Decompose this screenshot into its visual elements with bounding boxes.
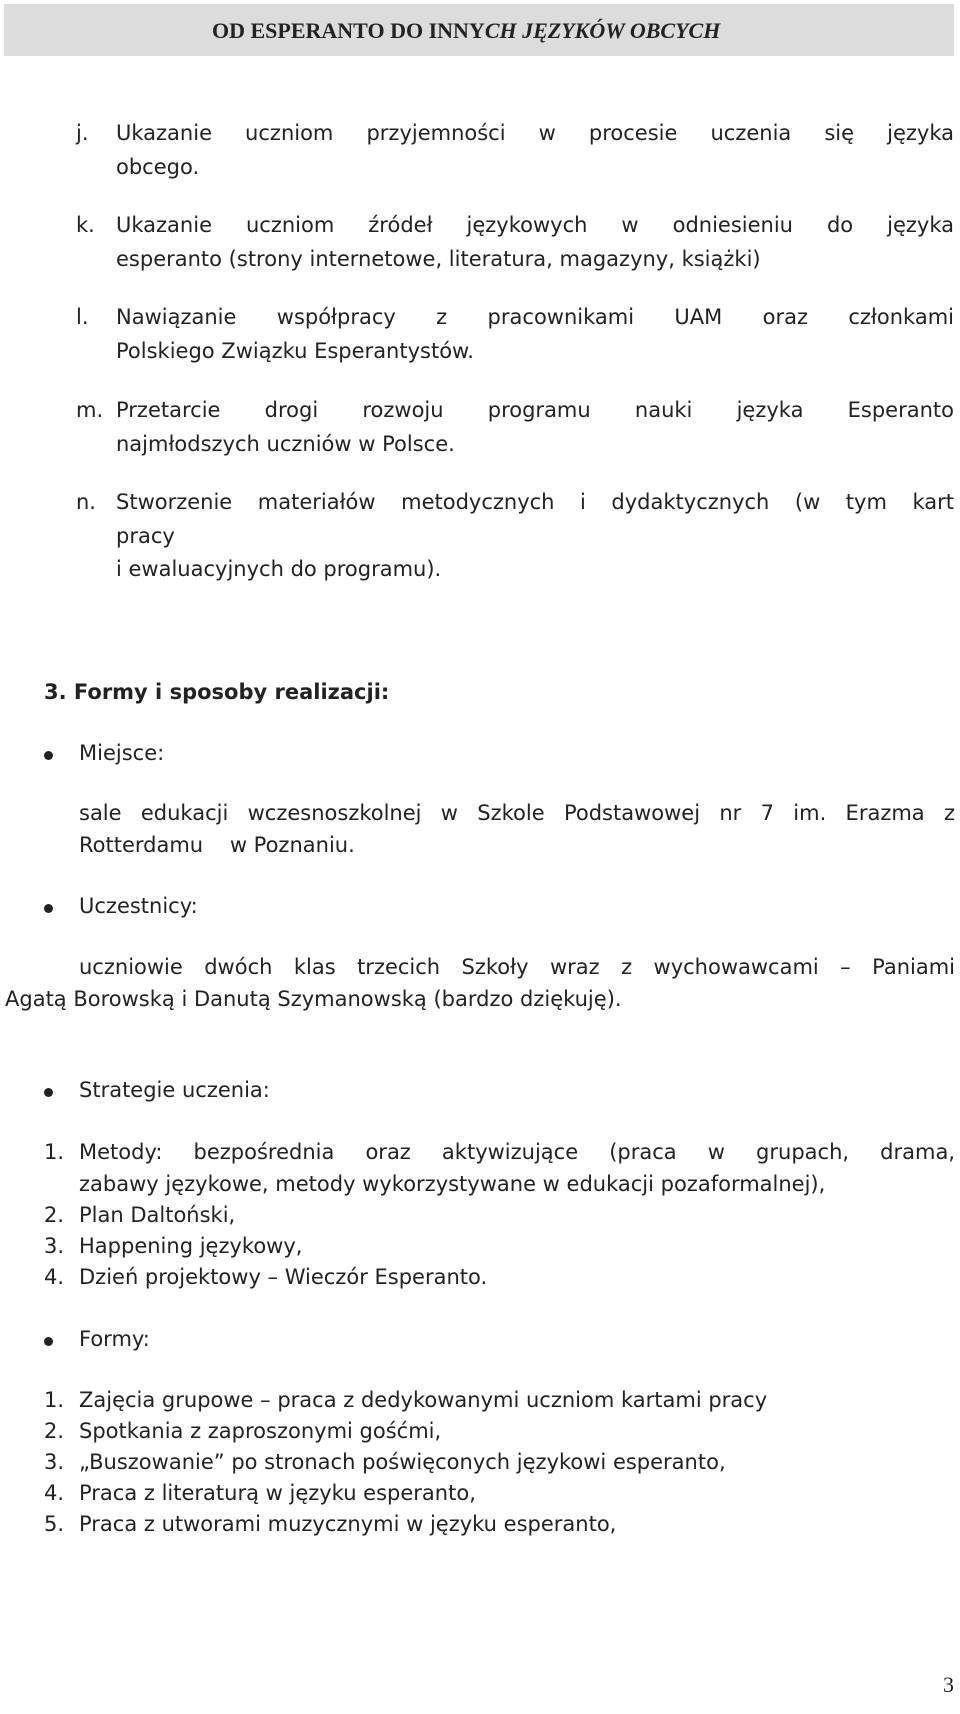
participants-text-cont: Agatą Borowską i Danutą Szymanowską (bardzo dziękuję). <box>5 987 622 1011</box>
participants-label: Uczestnicy: <box>79 894 198 918</box>
header-title-main: OD ESPERANTO DO INNY <box>212 18 485 43</box>
goal-text: Stworzenie materiałów metodycznych i dydaktycznych (w tym kart <box>116 490 954 514</box>
list-item: Dzień projektowy – Wieczór Esperanto. <box>79 1265 488 1289</box>
participants-text: uczniowie dwóch klas trzecich Szkoły wraz z wychowawcami – Paniami <box>79 955 955 979</box>
list-item: Spotkania z zaproszonymi gośćmi, <box>79 1419 442 1443</box>
page-number: 3 <box>943 1672 954 1697</box>
list-number: 5. <box>44 1512 65 1536</box>
bullet-icon <box>44 751 53 760</box>
list-item: Plan Daltoński, <box>79 1203 236 1227</box>
list-item: Praca z utworami muzycznymi w języku esperanto, <box>79 1512 617 1536</box>
goal-text: Ukazanie uczniom źródeł językowych w odniesieniu do języka <box>116 213 954 237</box>
goal-marker: l. <box>76 305 89 329</box>
list-number: 4. <box>44 1265 65 1289</box>
list-number: 2. <box>44 1203 65 1227</box>
place-label: Miejsce: <box>79 741 165 765</box>
list-number: 3. <box>44 1450 65 1474</box>
list-number: 3. <box>44 1234 65 1258</box>
strategies-label: Strategie uczenia: <box>79 1078 270 1102</box>
goal-marker: m. <box>76 398 104 422</box>
goal-text-cont: najmłodszych uczniów w Polsce. <box>116 432 455 456</box>
goal-marker: n. <box>76 490 96 514</box>
goal-text-cont: obcego. <box>116 155 200 179</box>
section-heading: 3. Formy i sposoby realizacji: <box>44 680 390 704</box>
bullet-icon <box>44 1088 53 1097</box>
list-item-cont: zabawy językowe, metody wykorzystywane w edukacji pozaformalnej), <box>79 1172 826 1196</box>
goal-text: Ukazanie uczniom przyjemności w procesie uczenia się języka <box>116 121 954 145</box>
goal-text-cont: esperanto (strony internetowe, literatura, magazyny, książki) <box>116 247 761 271</box>
list-number: 1. <box>44 1388 65 1412</box>
goal-text-cont: Polskiego Związku Esperantystów. <box>116 339 474 363</box>
list-item: Praca z literaturą w języku esperanto, <box>79 1481 476 1505</box>
goal-text-cont: pracy <box>116 524 175 548</box>
goal-text: Przetarcie drogi rozwoju programu nauki języka Esperanto <box>116 398 954 422</box>
header-title-italic: CH JĘZYKÓW OBCYCH <box>484 18 721 43</box>
list-item: „Buszowanie” po stronach poświęconych językowi esperanto, <box>79 1450 726 1474</box>
header-title <box>212 18 720 44</box>
page-header <box>4 4 954 56</box>
list-item: Metody: bezpośrednia oraz aktywizujące (praca w grupach, drama, <box>79 1140 955 1164</box>
bullet-icon <box>44 1337 53 1346</box>
bullet-icon <box>44 904 53 913</box>
list-number: 2. <box>44 1419 65 1443</box>
place-text-cont: Rotterdamu w Poznaniu. <box>79 833 355 857</box>
forms-label: Formy: <box>79 1327 150 1351</box>
goal-text-cont: i ewaluacyjnych do programu). <box>116 557 442 581</box>
goal-marker: j. <box>76 121 89 145</box>
place-text: sale edukacji wczesnoszkolnej w Szkole Podstawowej nr 7 im. Erazma z <box>79 801 955 825</box>
goal-marker: k. <box>76 213 95 237</box>
goal-text: Nawiązanie współpracy z pracownikami UAM oraz członkami <box>116 305 954 329</box>
list-number: 1. <box>44 1140 65 1164</box>
list-number: 4. <box>44 1481 65 1505</box>
list-item: Happening językowy, <box>79 1234 303 1258</box>
list-item: Zajęcia grupowe – praca z dedykowanymi uczniom kartami pracy <box>79 1388 768 1412</box>
